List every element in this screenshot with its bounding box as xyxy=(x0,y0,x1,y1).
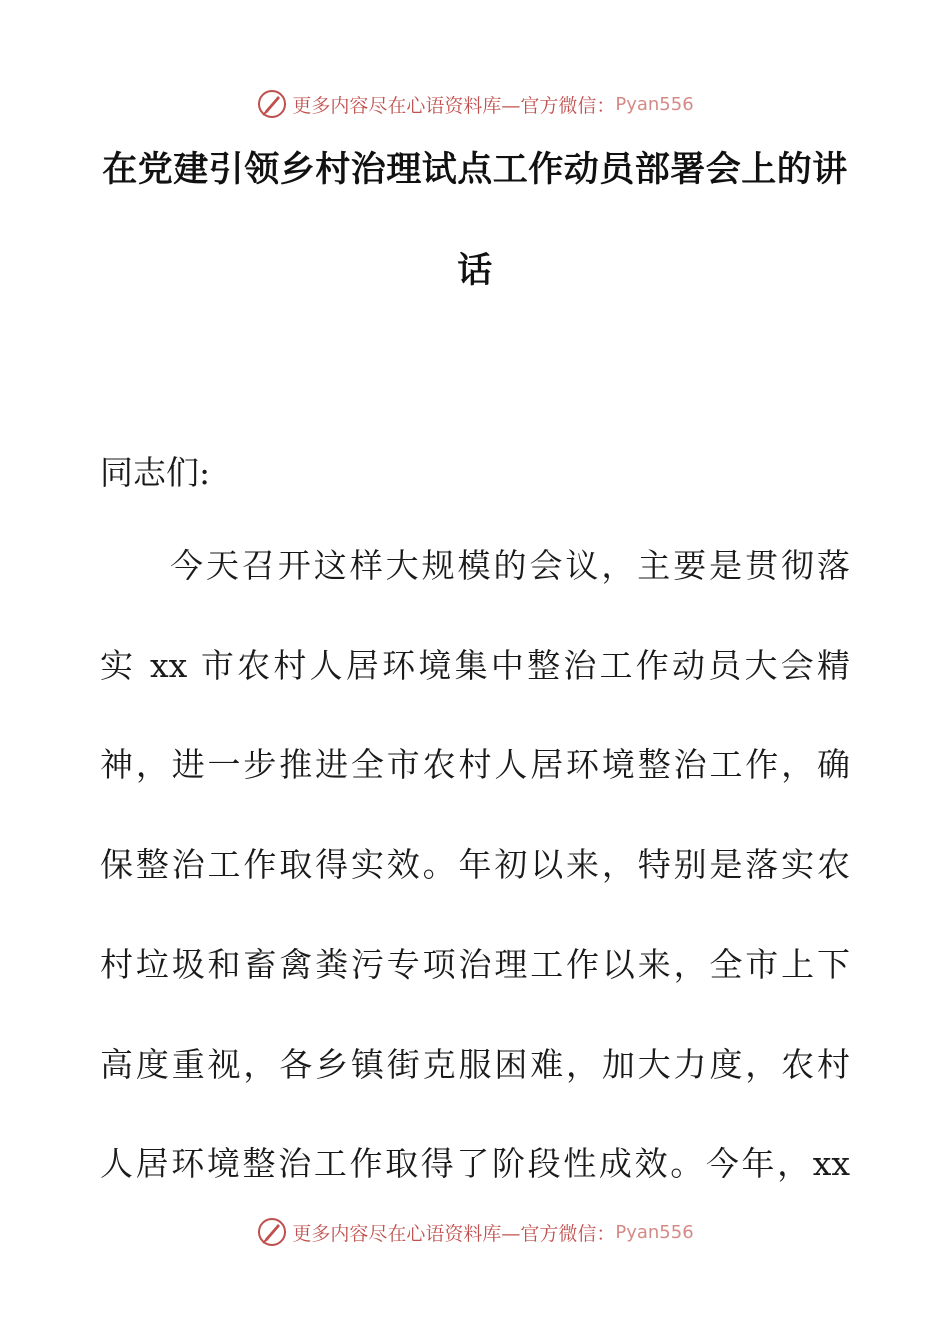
body-line: 村垃圾和畜禽粪污专项治理工作以来，全市上下 xyxy=(100,945,850,984)
watermark-text: 更多内容尽在心语资料库—官方微信： xyxy=(292,94,616,117)
body-line: 高度重视，各乡镇街克服困难，加大力度，农村 xyxy=(100,1045,850,1084)
watermark-footer xyxy=(0,1212,950,1252)
watermark-handle: Pyan556 xyxy=(615,1221,694,1243)
body-line: 今天召开这样大规模的会议，主要是贯彻落 xyxy=(170,546,850,585)
quill-logo-icon xyxy=(256,88,288,120)
watermark-text: 更多内容尽在心语资料库—官方微信： xyxy=(292,1222,616,1245)
body-line: 神，进一步推进全市农村人居环境整治工作，确 xyxy=(100,745,850,784)
watermark-header xyxy=(0,84,950,124)
watermark-handle: Pyan556 xyxy=(615,93,694,115)
body-line: 实 xx 市农村人居环境集中整治工作动员大会精 xyxy=(100,646,850,685)
body-line: 保整治工作取得实效。年初以来，特别是落实农 xyxy=(100,845,850,884)
body-line: 人居环境整治工作取得了阶段性成效。今年，xx xyxy=(100,1144,850,1183)
salutation: 同志们: xyxy=(100,453,211,492)
document-title-line-2: 话 xyxy=(457,250,493,291)
quill-logo-icon xyxy=(256,1216,288,1248)
document-title-line-1: 在党建引领乡村治理试点工作动员部署会上的讲 xyxy=(102,149,848,190)
